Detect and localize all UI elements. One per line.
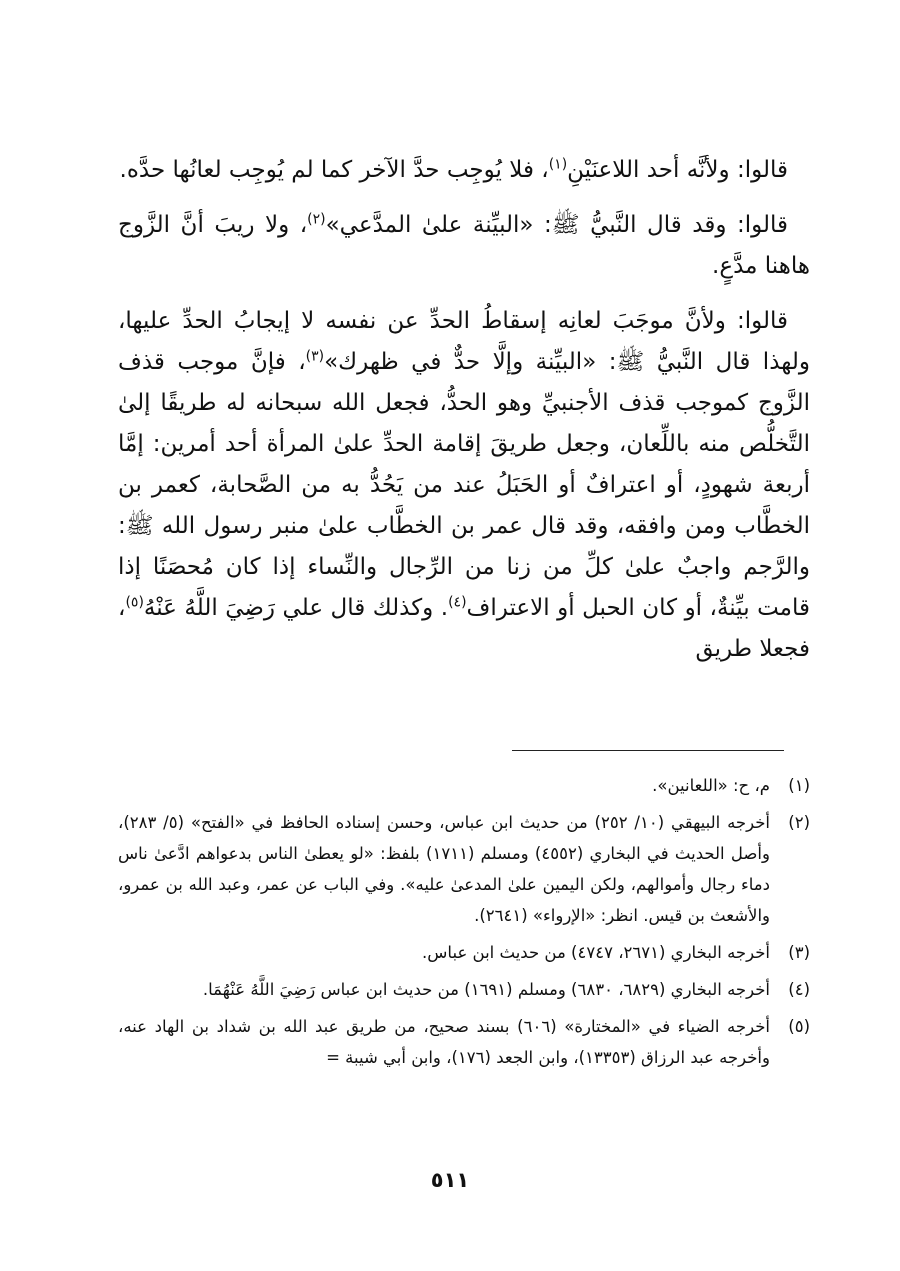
page-number: ٥١١ bbox=[430, 1168, 470, 1192]
footnote-ref-5[interactable]: (٥) bbox=[125, 594, 144, 611]
footnote-text: أخرجه البخاري (٦٨٢٩، ٦٨٣٠) ومسلم (١٦٩١) من حديث ابن عباس رَضِيَ اللَّهُ عَنْهُمَا. bbox=[202, 980, 770, 999]
footnote-number: (٣) bbox=[788, 943, 810, 962]
paragraph-3-text-middle: ، فإنَّ موجب قذف الزَّوج كموجب قذف الأجنبيِّ وهو الحدُّ، فجعل الله سبحانه له طريقًا إلىٰ التَّخلُّص منه باللِّعان، وجعل طريقَ إقامة الحدِّ علىٰ المرأة أحد أمرين: إمَّا أربعة شهودٍ، أو اعترافٌ أو الحَبَلُ عند من يَحُدُّ به من الصَّحابة، كعمر بن الخطَّاب ومن وافقه، وقد قال عمر بن الخطَّاب علىٰ منبر رسول الله ﷺ: والرَّجم واجبٌ علىٰ كلِّ من زنا من الرِّجال والنِّساء إذا كان مُحصَنًا إذا قامت بيِّنةٌ، أو كان الحبل أو الاعتراف bbox=[118, 349, 810, 621]
footnote-text: أخرجه البيهقي (١٠/ ٢٥٢) من حديث ابن عباس، وحسن إسناده الحافظ في «الفتح» (٥/ ٢٨٣)، وأصل الحديث في البخاري (٤٥٥٢) ومسلم (١٧١١) بلفظ: «لو يعطىٰ الناس بدعواهم ادَّعىٰ ناس دماء رجال وأموالهم، ولكن اليمين علىٰ المدعىٰ عليه». وفي الباب عن عمر، وعبد الله بن عمرو، والأشعث بن قيس. انظر: «الإرواء» (٢٦٤١). bbox=[118, 813, 770, 925]
paragraph-3-text-end: ، فجعلا طريق bbox=[118, 595, 810, 662]
footnote-text: أخرجه البخاري (٢٦٧١، ٤٧٤٧) من حديث ابن عباس. bbox=[422, 943, 770, 962]
footnote-text: م، ح: «اللعانين». bbox=[652, 776, 770, 795]
footnote-ref-1[interactable]: (١) bbox=[548, 156, 568, 173]
footnote-1 bbox=[118, 770, 810, 801]
paragraph-1 bbox=[118, 150, 810, 191]
paragraph-2 bbox=[118, 205, 810, 287]
footnote-ref-4[interactable]: (٤) bbox=[448, 594, 467, 611]
footnote-5 bbox=[118, 1011, 810, 1073]
footnote-number: (٤) bbox=[788, 980, 810, 999]
footnote-4 bbox=[118, 974, 810, 1005]
footnote-2 bbox=[118, 807, 810, 931]
paragraph-2-text: قالوا: وقد قال النَّبيُّ ﷺ: «البيِّنة علىٰ المدَّعي» bbox=[325, 212, 788, 238]
footnote-number: (٥) bbox=[788, 1017, 810, 1036]
paragraph-3 bbox=[118, 301, 810, 670]
main-text-body bbox=[118, 150, 810, 670]
footnote-ref-3[interactable]: (٣) bbox=[305, 348, 325, 365]
footnote-number: (٢) bbox=[788, 813, 810, 832]
footnote-divider bbox=[512, 750, 784, 751]
paragraph-1-text: قالوا: ولأنَّه أحد اللاعنَيْنِ bbox=[567, 157, 788, 183]
paragraph-3-text: قالوا: ولأنَّ موجَبَ لعانِه إسقاطُ الحدِّ عن نفسه لا إيجابُ الحدِّ عليها، ولهذا قال النَّبيُّ ﷺ: «البيِّنة وإلَّا حدٌّ في ظهرك» bbox=[118, 308, 810, 375]
footnotes-section bbox=[118, 770, 810, 1079]
paragraph-2-text-end: ، ولا ريبَ أنَّ الزَّوج هاهنا مدَّعٍ. bbox=[118, 212, 810, 279]
paragraph-3-text-middle-2: . وكذلك قال علي رَضِيَ اللَّهُ عَنْهُ bbox=[143, 595, 449, 621]
footnote-text: أخرجه الضياء في «المختارة» (٦٠٦) بسند صحيح، من طريق عبد الله بن شداد بن الهاد عنه، وأخرجه عبد الرزاق (١٣٣٥٣)، وابن الجعد (١٧٦)، وابن أبي شيبة = bbox=[118, 1017, 770, 1067]
footnote-3 bbox=[118, 937, 810, 968]
footnote-ref-2[interactable]: (٢) bbox=[307, 211, 326, 228]
paragraph-1-text-end: ، فلا يُوجِب حدَّ الآخر كما لم يُوجِب لعانُها حدَّه. bbox=[119, 157, 549, 183]
footnote-number: (١) bbox=[788, 776, 810, 795]
